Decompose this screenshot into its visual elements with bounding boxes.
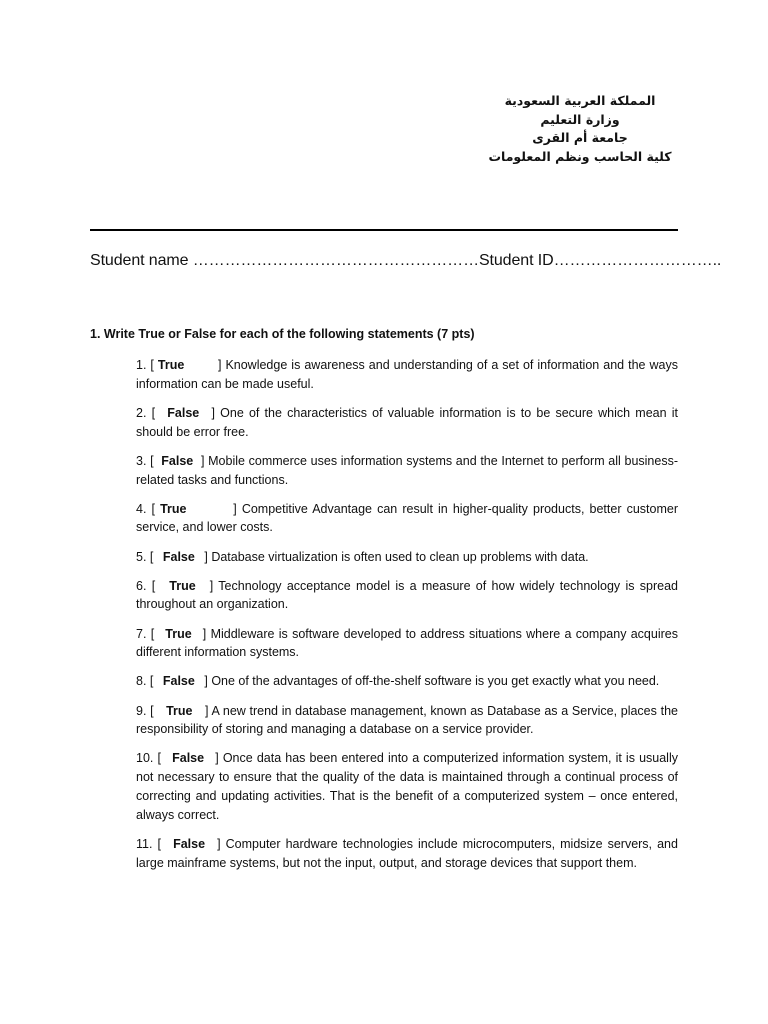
answer-value: True xyxy=(166,703,193,718)
header-line-university: جامعة أم القرى xyxy=(532,130,628,145)
answer-value: False xyxy=(172,751,205,766)
item-number: 2. [ xyxy=(136,405,156,420)
header-line-college: كلية الحاسب ونظم المعلومات xyxy=(488,148,672,164)
header-line-ministry: وزارة التعليم xyxy=(540,111,620,127)
answer-value: True xyxy=(157,358,185,372)
item-bracket-close: ] xyxy=(215,751,219,766)
header-line-kingdom: المملكة العربية السعودية xyxy=(504,93,656,108)
statement-item xyxy=(136,577,678,615)
statement-item xyxy=(136,548,678,567)
item-text: Database virtualization is often used to clean up problems with data. xyxy=(211,549,589,564)
item-number: 5. [ xyxy=(136,549,154,564)
statement-item xyxy=(136,625,678,663)
item-text: Computer hardware technologies include microcomputers, midsize servers, and large mainframe systems, but not the input, output, and storage devices that support them. xyxy=(136,836,678,870)
answer-value: True xyxy=(169,578,196,593)
statement-item xyxy=(136,500,678,538)
item-text: Competitive Advantage can result in higher-quality products, better customer service, and lower costs. xyxy=(136,501,678,535)
statement-list xyxy=(136,356,678,883)
item-number: 3. [ xyxy=(136,453,154,468)
answer-value: False xyxy=(162,674,195,689)
item-bracket-close: ] xyxy=(217,358,222,372)
item-text: Technology acceptance model is a measure of how widely technology is spread throughout an organization. xyxy=(136,578,678,612)
item-number: 7. [ xyxy=(136,626,155,641)
statement-item xyxy=(136,702,678,740)
item-bracket-close: ] xyxy=(209,578,214,593)
item-bracket-close: ] xyxy=(205,703,209,718)
item-number: 6. [ xyxy=(136,578,156,593)
item-text: A new trend in database management, known as Database as a Service, places the responsibility of storing and managing a database on a service provider. xyxy=(136,703,678,737)
statement-item xyxy=(136,835,678,873)
item-text: One of the characteristics of valuable information is to be secure which mean it should be error free. xyxy=(136,405,678,439)
answer-value: False xyxy=(173,836,206,851)
item-bracket-close: ] xyxy=(200,453,205,468)
item-number: 8. [ xyxy=(136,674,154,689)
statement-item xyxy=(136,672,678,691)
item-text: Knowledge is awareness and understanding of a set of information and the ways information can be made useful. xyxy=(136,358,678,391)
item-bracket-close: ] xyxy=(204,674,208,689)
item-bracket-close: ] xyxy=(204,549,208,564)
item-bracket-close: ] xyxy=(233,501,237,516)
question-title: 1. Write True or False for each of the following statements (7 pts) xyxy=(90,327,475,341)
item-number: 10. [ xyxy=(136,751,161,766)
answer-value: False xyxy=(162,549,195,564)
item-bracket-close: ] xyxy=(202,626,207,641)
institution-header xyxy=(480,92,680,166)
answer-value: False xyxy=(167,405,200,420)
item-bracket-close: ] xyxy=(217,836,221,851)
answer-value: True xyxy=(160,501,187,516)
item-text: Middleware is software developed to address situations where a company acquires different information systems. xyxy=(136,626,678,660)
student-info-line: Student name ………………………………………………Student ID………………………….. xyxy=(90,252,722,269)
item-number: 1. [ xyxy=(136,358,154,372)
item-number: 4. [ xyxy=(136,501,155,516)
statement-item xyxy=(136,452,678,490)
item-bracket-close: ] xyxy=(211,405,215,420)
statement-item xyxy=(136,404,678,442)
item-number: 9. [ xyxy=(136,703,154,718)
answer-value: True xyxy=(165,626,192,641)
statement-item xyxy=(136,749,678,824)
item-text: Mobile commerce uses information systems and the Internet to perform all business-related tasks and functions. xyxy=(136,453,678,487)
header-divider xyxy=(90,229,678,231)
statement-item xyxy=(136,356,678,394)
item-text: One of the advantages of off-the-shelf software is you get exactly what you need. xyxy=(211,674,660,689)
answer-value: False xyxy=(161,453,194,468)
item-text: Once data has been entered into a computerized information system, it is usually not necessary to ensure that the quality of the data is maintained through a continual process of correcting and updating activities. That is the benefit of a computerized system – once entered, always correct. xyxy=(136,751,678,822)
item-number: 11. [ xyxy=(136,836,161,851)
